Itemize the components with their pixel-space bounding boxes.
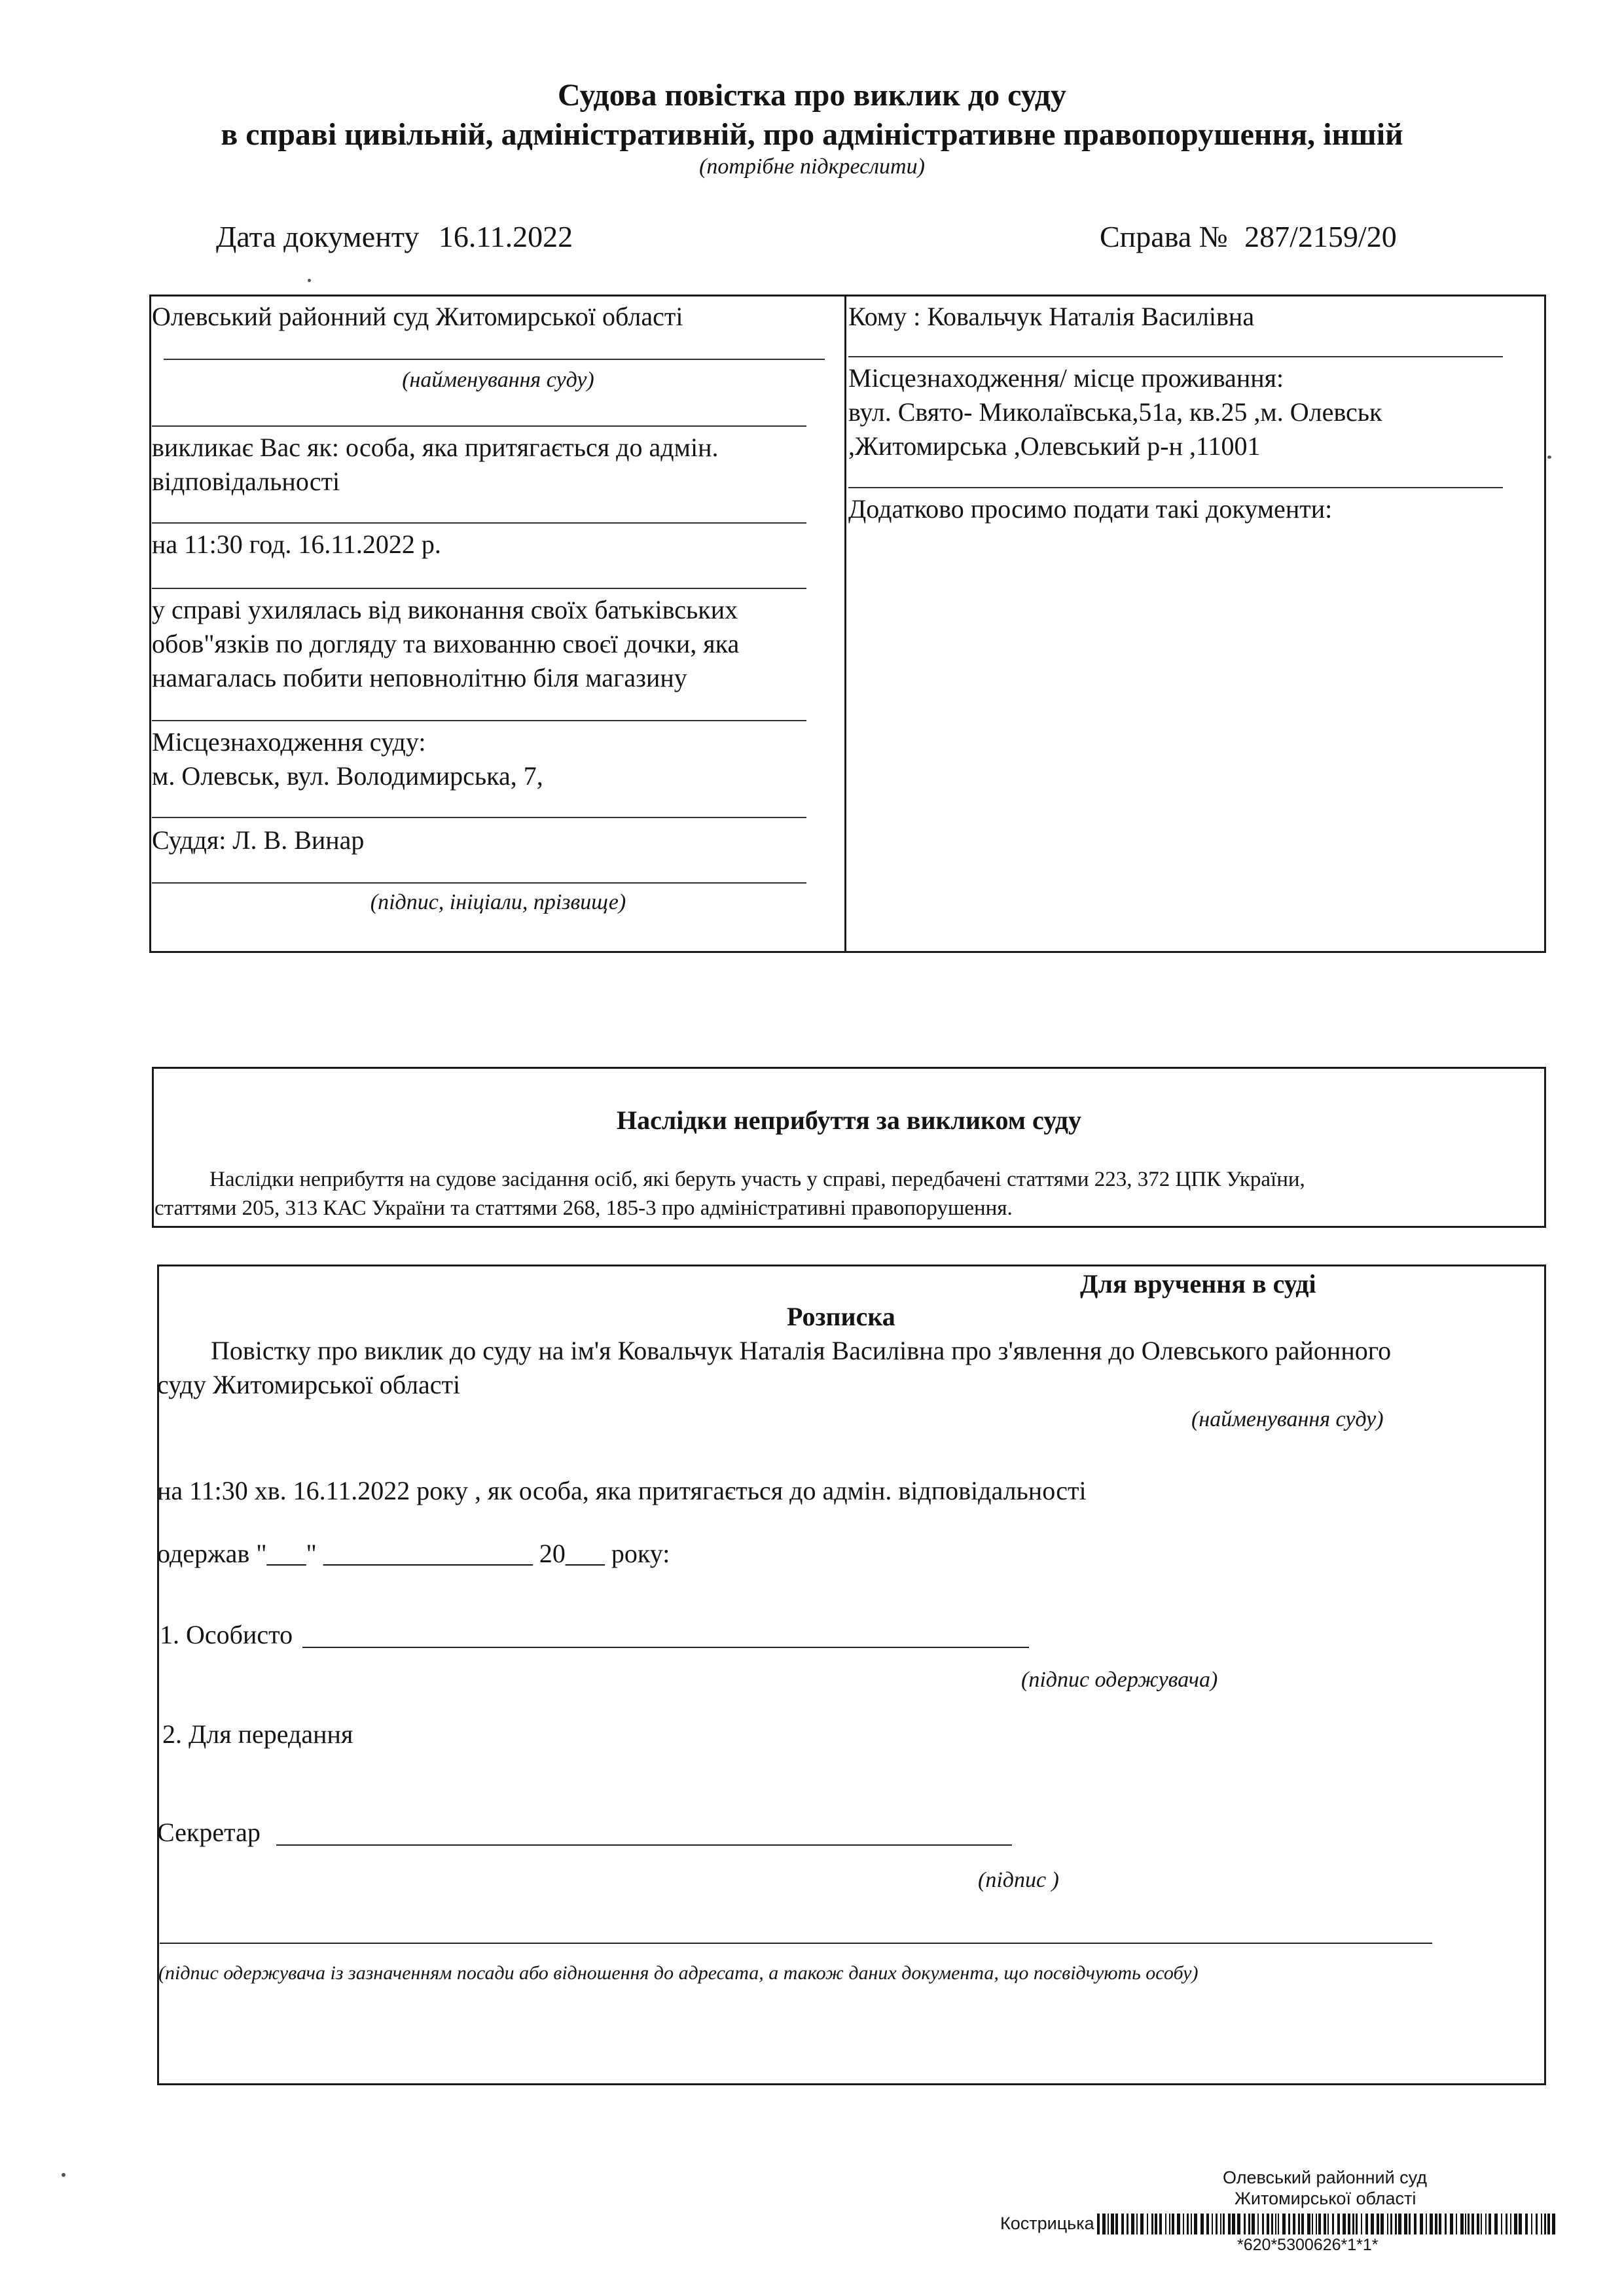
- residence-address-2: ,Житомирська ,Олевський р-н ,11001: [848, 431, 1261, 461]
- barcode-bar: [1445, 2214, 1447, 2234]
- barcode-bar: [1172, 2214, 1174, 2234]
- judge-signature-note: (підпис, ініціали, прізвище): [370, 890, 626, 914]
- receipt-text-1: Повістку про виклик до суду на ім'я Ковальчук Наталія Василівна про з'явлення до Олевського районного: [211, 1336, 1392, 1365]
- case-description-2: обов"язків по догляду та вихованню своєї дочки, яка: [152, 629, 740, 658]
- barcode-bar: [1471, 2214, 1474, 2234]
- court-name: Олевський районний суд Житомирської області: [152, 302, 683, 331]
- barcode-bar: [1194, 2214, 1197, 2234]
- barcode-bar: [1348, 2214, 1350, 2234]
- scan-speck: [1547, 456, 1551, 459]
- barcode-bar: [1380, 2214, 1384, 2234]
- barcode-bar: [1111, 2214, 1114, 2234]
- barcode-bar: [1506, 2214, 1507, 2234]
- barcode-bar: [1216, 2214, 1218, 2234]
- barcode-bar: [1525, 2214, 1528, 2234]
- court-stamp-line-1: Олевський районний суд: [1223, 2168, 1428, 2187]
- barcode-bar: [1115, 2214, 1118, 2234]
- barcode-bar: [1200, 2214, 1204, 2234]
- barcode-bar: [1501, 2214, 1502, 2234]
- barcode-bar: [1395, 2214, 1397, 2234]
- summons-as-cont: відповідальності: [152, 467, 340, 496]
- barcode-bar: [1275, 2214, 1276, 2234]
- consequences-text-2: статтями 205, 313 КАС України та статтями 268, 185-3 про адміністративні правопорушення.: [154, 1196, 1013, 1220]
- court-location: м. Олевськ, вул. Володимирська, 7,: [152, 761, 543, 791]
- receipt-court-note: (найменування суду): [1191, 1407, 1384, 1431]
- clerk-name: Кострицька: [1000, 2214, 1094, 2233]
- barcode-bar: [1510, 2214, 1511, 2234]
- barcode-bar: [1177, 2214, 1180, 2234]
- barcode-bar: [1390, 2214, 1392, 2234]
- secretary-signature-note: (підпис ): [978, 1868, 1059, 1892]
- barcode-bar: [1544, 2214, 1546, 2234]
- personally-label: 1. Особисто: [160, 1620, 293, 1649]
- court-name-note: (найменування суду): [402, 368, 594, 392]
- barcode-bar: [1327, 2214, 1329, 2234]
- barcode-text: *620*5300626*1*1*: [1237, 2236, 1379, 2254]
- received-date-line: одержав "___" ________________ 20___ року:: [157, 1539, 670, 1568]
- barcode-bar: [1332, 2214, 1334, 2234]
- barcode-bar: [1140, 2214, 1144, 2234]
- documents-request: Додатково просимо подати такі документи:: [848, 494, 1333, 524]
- for-transfer-label: 2. Для передання: [162, 1719, 353, 1749]
- court-stamp-line-2: Житомирської області: [1235, 2189, 1416, 2208]
- barcode-bar: [1426, 2214, 1427, 2234]
- barcode-bar: [1361, 2214, 1362, 2234]
- receipt-text-2: суду Житомирської області: [157, 1370, 461, 1399]
- barcode-bar: [1365, 2214, 1368, 2234]
- recipient-details-note: (підпис одержувача із зазначенням посади або відношення до адресата, а також даних документа, що посвідчують особу): [158, 1962, 1199, 1984]
- receipt-title: Розписка: [787, 1302, 895, 1331]
- barcode-bar: [1409, 2214, 1411, 2234]
- barcode-bar: [1244, 2214, 1246, 2234]
- case-number: 287/2159/20: [1244, 220, 1397, 253]
- recipient-rule: [848, 356, 1503, 357]
- judge-signature-rule: [152, 882, 806, 884]
- barcode-bar: [1237, 2214, 1240, 2234]
- secretary-signature-line[interactable]: [276, 1844, 1012, 1846]
- case-number-line: [1100, 219, 1397, 254]
- recipient-details-line[interactable]: [160, 1943, 1432, 1944]
- scan-speck: [308, 279, 311, 282]
- barcode-bar: [1343, 2214, 1346, 2234]
- summons-table-divider: [844, 295, 846, 953]
- barcode-bar: [1131, 2214, 1134, 2234]
- secretary-label: Секретар: [157, 1818, 261, 1847]
- barcode-bar: [1489, 2214, 1491, 2234]
- court-location-rule: [152, 817, 806, 818]
- barcode-bar: [1316, 2214, 1317, 2234]
- barcode-bar: [1271, 2214, 1273, 2234]
- barcode-bar: [1183, 2214, 1184, 2234]
- barcode-bar: [1191, 2214, 1192, 2234]
- barcode-bar: [1282, 2214, 1286, 2234]
- consequences-title: Наслідки неприбуття за викликом суду: [617, 1105, 1081, 1135]
- barcode-bar: [1531, 2214, 1532, 2234]
- barcode-bar: [1147, 2214, 1148, 2234]
- barcode-bar: [1514, 2214, 1517, 2234]
- barcode-bar: [1267, 2214, 1269, 2234]
- case-number-label: Справа №: [1100, 220, 1228, 253]
- barcode-bar: [1547, 2214, 1550, 2234]
- barcode-bar: [1456, 2214, 1457, 2234]
- receipt-time: на 11:30 хв. 16.11.2022 року , як особа, яка притягається до адмін. відповідальності: [157, 1476, 1087, 1505]
- recipient-name: Кому : Ковальчук Наталія Василівна: [848, 302, 1255, 331]
- barcode-bar: [1206, 2214, 1209, 2234]
- barcode-bar: [1102, 2214, 1106, 2234]
- barcode-bar: [1439, 2214, 1441, 2234]
- barcode-bar: [1430, 2214, 1433, 2234]
- case-description-rule: [152, 720, 806, 721]
- summons-as-rule: [152, 522, 806, 524]
- residence-rule: [848, 487, 1503, 488]
- case-description-1: у справі ухилялась від виконання своїх батьківських: [152, 595, 738, 624]
- barcode-bar: [1298, 2214, 1300, 2234]
- barcode-bar: [1541, 2214, 1542, 2234]
- barcode-bar: [1232, 2214, 1235, 2234]
- barcode-bar: [1136, 2214, 1138, 2234]
- barcode-bar: [1312, 2214, 1313, 2234]
- barcode-bar: [1414, 2214, 1416, 2234]
- document-title: Судова повістка про виклик до суду: [557, 78, 1067, 113]
- scan-speck: [62, 2173, 65, 2177]
- personally-signature-line[interactable]: [302, 1647, 1029, 1648]
- barcode-bar: [1318, 2214, 1321, 2234]
- court-note-rule: [152, 425, 806, 427]
- barcode-bar: [1481, 2214, 1482, 2234]
- court-name-rule: [164, 359, 825, 360]
- barcode-bar: [1337, 2214, 1340, 2234]
- barcode-bar: [1159, 2214, 1162, 2234]
- barcode-bar: [1307, 2214, 1310, 2234]
- barcode-bar: [1220, 2214, 1221, 2234]
- barcode-bar: [1398, 2214, 1401, 2234]
- barcode-bar: [1127, 2214, 1128, 2234]
- barcode-bar: [1252, 2214, 1255, 2234]
- barcode-bar: [1536, 2214, 1538, 2234]
- barcode-bar: [1371, 2214, 1374, 2234]
- barcode-bar: [1257, 2214, 1259, 2234]
- hearing-time-rule: [152, 588, 806, 589]
- residence-label: Місцезнаходження/ місце проживання:: [848, 363, 1284, 393]
- hearing-time: на 11:30 год. 16.11.2022 р.: [152, 529, 441, 559]
- barcode-bar: [1301, 2214, 1304, 2234]
- barcode-bar: [1151, 2214, 1153, 2234]
- barcode-bar: [1165, 2214, 1166, 2234]
- document-subtitle: в справі цивільній, адміністративній, про адміністративне правопорушення, іншій: [221, 117, 1403, 152]
- judge-name: Суддя: Л. В. Винар: [152, 825, 365, 855]
- barcode-bar: [1352, 2214, 1354, 2234]
- delivery-label: Для вручення в суді: [1080, 1269, 1316, 1299]
- barcode-bar: [1108, 2214, 1109, 2234]
- barcode-bar: [1450, 2214, 1453, 2234]
- barcode-bar: [1519, 2214, 1522, 2234]
- barcode-bar: [1293, 2214, 1295, 2234]
- barcode-bar: [1420, 2214, 1423, 2234]
- court-location-label: Місцезнаходження суду:: [152, 727, 426, 757]
- barcode-bar: [1552, 2214, 1555, 2234]
- barcode-bar: [1223, 2214, 1225, 2234]
- barcode-bar: [1228, 2214, 1231, 2234]
- barcode-bar: [1187, 2214, 1189, 2234]
- summons-as: викликає Вас як: особа, яка притягається до адмін.: [152, 433, 719, 462]
- underline-note: (потрібне підкреслити): [699, 154, 925, 179]
- barcode-bar: [1387, 2214, 1388, 2234]
- document-date-label: Дата документу: [216, 220, 420, 253]
- barcode-bar: [1485, 2214, 1487, 2234]
- barcode-bar: [1356, 2214, 1358, 2234]
- barcode: [1097, 2214, 1559, 2234]
- barcode-bar: [1477, 2214, 1479, 2234]
- barcode-bar: [1377, 2214, 1379, 2234]
- barcode-bar: [1404, 2214, 1407, 2234]
- barcode-bar: [1121, 2214, 1124, 2234]
- barcode-bar: [1288, 2214, 1290, 2234]
- barcode-bar: [1155, 2214, 1157, 2234]
- barcode-bar: [1169, 2214, 1170, 2234]
- document-date: 16.11.2022: [438, 220, 573, 253]
- case-description-3: намагалась побити неповнолітню біля магазину: [152, 663, 687, 692]
- document-date-line: [216, 219, 573, 254]
- barcode-bar: [1468, 2214, 1470, 2234]
- consequences-text-1: Наслідки неприбуття на судове засідання осіб, які беруть участь у справі, передбачені статтями 223, 372 ЦПК України,: [209, 1168, 1305, 1191]
- barcode-bar: [1435, 2214, 1437, 2234]
- barcode-bar: [1212, 2214, 1213, 2234]
- barcode-bar: [1324, 2214, 1326, 2234]
- barcode-bar: [1494, 2214, 1498, 2234]
- barcode-bar: [1460, 2214, 1464, 2234]
- residence-address-1: вул. Свято- Миколаївська,51а, кв.25 ,м. Олевськ: [848, 397, 1382, 427]
- barcode-bar: [1278, 2214, 1279, 2234]
- barcode-bar: [1465, 2214, 1466, 2234]
- recipient-signature-note: (підпис одержувача): [1021, 1668, 1218, 1692]
- barcode-bar: [1262, 2214, 1264, 2234]
- barcode-bar: [1248, 2214, 1250, 2234]
- barcode-bar: [1097, 2214, 1100, 2234]
